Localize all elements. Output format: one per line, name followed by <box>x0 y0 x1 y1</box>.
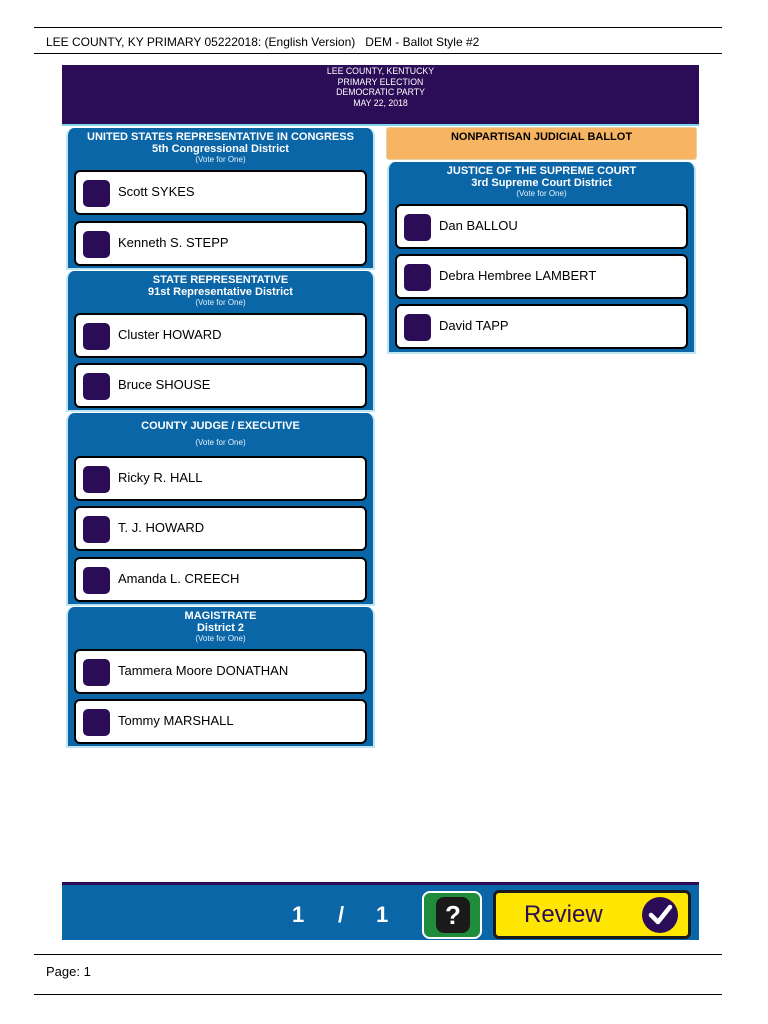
contest-county-judge <box>66 413 375 606</box>
candidate-name: Scott SYKES <box>118 184 195 199</box>
candidate-option[interactable] <box>395 254 688 299</box>
vote-for-label: (Vote for One) <box>195 155 246 164</box>
candidate-name: Ricky R. HALL <box>118 470 203 485</box>
candidate-option[interactable] <box>74 506 367 551</box>
vote-for-label: (Vote for One) <box>195 634 246 643</box>
candidate-option[interactable] <box>74 170 367 215</box>
candidate-checkbox[interactable] <box>83 373 110 400</box>
contest-subtitle: 5th Congressional District <box>152 143 289 155</box>
footer-top-rule <box>34 954 722 955</box>
candidate-name: Amanda L. CREECH <box>118 571 240 586</box>
nonpartisan-banner: NONPARTISAN JUDICIAL BALLOT <box>386 127 697 160</box>
header-bottom-rule <box>34 53 722 54</box>
ballot-header-date: MAY 22, 2018 <box>353 97 408 109</box>
contest-title: UNITED STATES REPRESENTATIVE IN CONGRESS <box>87 131 354 143</box>
header-top-rule <box>34 27 722 28</box>
vote-for-label: (Vote for One) <box>195 298 246 307</box>
candidate-checkbox[interactable] <box>83 323 110 350</box>
candidate-name: Tommy MARSHALL <box>118 713 234 728</box>
contest-supreme-court <box>387 162 696 354</box>
candidate-name: Tammera Moore DONATHAN <box>118 663 289 678</box>
candidate-checkbox[interactable] <box>83 567 110 594</box>
page-footer: Page: 1 <box>46 964 91 979</box>
candidate-name: Bruce SHOUSE <box>118 377 211 392</box>
candidate-checkbox[interactable] <box>404 264 431 291</box>
candidate-checkbox[interactable] <box>404 314 431 341</box>
candidate-option[interactable] <box>74 649 367 694</box>
current-page-number: 1 <box>292 902 305 927</box>
contest-us-representative <box>66 128 375 270</box>
contest-subtitle: District 2 <box>196 622 245 634</box>
candidate-checkbox[interactable] <box>404 214 431 241</box>
total-pages-number: 1 <box>376 902 389 927</box>
document-header: LEE COUNTY, KY PRIMARY 05222018: (English Version) DEM - Ballot Style #2 <box>46 35 480 49</box>
question-mark-icon: ? <box>436 897 470 933</box>
ballot-header-county: LEE COUNTY, KENTUCKY <box>326 66 435 77</box>
footer-bottom-rule <box>34 994 722 995</box>
contest-title: JUSTICE OF THE SUPREME COURT <box>446 165 637 177</box>
candidate-option[interactable] <box>74 456 367 501</box>
candidate-checkbox[interactable] <box>83 516 110 543</box>
ballot-header-party: DEMOCRATIC PARTY <box>336 87 425 98</box>
candidate-name: David TAPP <box>439 318 509 333</box>
candidate-name: Cluster HOWARD <box>118 327 222 342</box>
checkmark-icon <box>642 897 678 933</box>
contest-state-representative <box>66 271 375 412</box>
contest-subtitle: 91st Representative District <box>148 286 293 298</box>
candidate-name: Debra Hembree LAMBERT <box>439 268 597 283</box>
contest-title: STATE REPRESENTATIVE <box>152 274 289 286</box>
candidate-name: Kenneth S. STEPP <box>118 235 229 250</box>
navigation-bar <box>62 882 699 940</box>
candidate-checkbox[interactable] <box>83 231 110 258</box>
contest-title: MAGISTRATE <box>184 610 257 622</box>
candidate-option[interactable] <box>74 221 367 266</box>
candidate-checkbox[interactable] <box>83 709 110 736</box>
candidate-checkbox[interactable] <box>83 466 110 493</box>
candidate-checkbox[interactable] <box>83 180 110 207</box>
candidate-option[interactable] <box>74 557 367 602</box>
contest-title: COUNTY JUDGE / EXECUTIVE <box>141 420 300 432</box>
candidate-name: Dan BALLOU <box>439 218 518 233</box>
vote-for-label: (Vote for One) <box>195 438 246 447</box>
page-separator: / <box>338 902 345 927</box>
vote-for-label: (Vote for One) <box>516 189 567 198</box>
ballot-header-election: PRIMARY ELECTION <box>337 76 424 88</box>
review-button[interactable] <box>493 890 691 939</box>
candidate-option[interactable] <box>395 304 688 349</box>
ballot-header <box>62 65 699 126</box>
candidate-option[interactable] <box>74 313 367 358</box>
candidate-option[interactable] <box>395 204 688 249</box>
candidate-checkbox[interactable] <box>83 659 110 686</box>
candidate-name: T. J. HOWARD <box>118 520 205 535</box>
candidate-option[interactable] <box>74 363 367 408</box>
candidate-option[interactable] <box>74 699 367 744</box>
help-button[interactable] <box>422 891 482 939</box>
review-label: Review <box>524 901 603 928</box>
contest-magistrate <box>66 607 375 748</box>
contest-subtitle: 3rd Supreme Court District <box>471 177 612 189</box>
